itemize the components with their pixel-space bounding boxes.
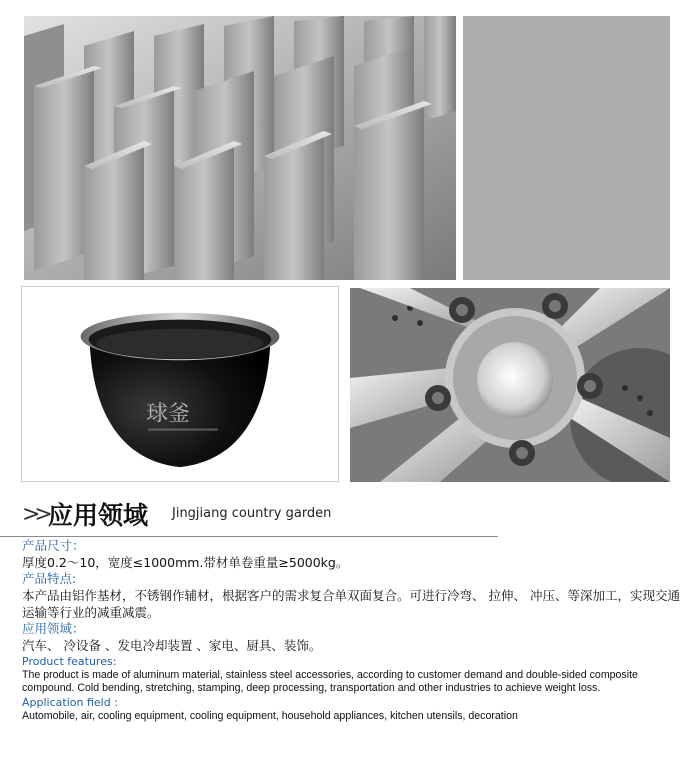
section-subtitle: Jingjiang country garden	[172, 506, 332, 521]
section-header	[22, 494, 682, 534]
application-label: 应用领域：	[22, 621, 85, 636]
features-label: 产品特点:	[22, 571, 77, 586]
double-chevron-icon: >>	[22, 502, 47, 527]
size-label: 产品尺寸：	[22, 538, 85, 553]
pot-logo: 球釜	[146, 401, 190, 427]
alloy-wheel-photo	[350, 288, 670, 482]
heatsink-fins-photo	[24, 16, 456, 280]
en-application-text: Automobile, air, cooling equipment, cooling equipment, household appliances, kitchen utensils, decoration	[22, 710, 518, 722]
application-text: 汽车、 冷设备 、发电冷却装置 、家电、厨具、装饰。	[22, 638, 322, 653]
aluminum-sheet-photo	[463, 16, 670, 280]
hub-cap	[477, 342, 553, 418]
en-features-label: Product features:	[22, 655, 117, 668]
en-application-label: Application field :	[22, 696, 118, 709]
section-title: 应用领域	[48, 501, 149, 530]
size-text: 厚度0.2～10，宽度≤1000mm.带材单卷重量≥5000kg。	[22, 555, 349, 570]
product-description	[22, 538, 682, 723]
en-features-text: The product is made of aluminum material, stainless steel accessories, according to customer demand and double-sided composite compound. Cold bending, stretching, stamping, deep processing, transportation and other industries to achieve weight loss.	[22, 669, 638, 694]
cooker-pot-photo	[21, 286, 339, 482]
header-divider	[0, 536, 498, 537]
features-text: 本产品由铝作基材，不锈钢作辅材，根据客户的需求复合单双面复合。可进行冷弯、 拉伸、 冲压、等深加工，实现交通运输等行业的减重减震。	[22, 588, 680, 620]
